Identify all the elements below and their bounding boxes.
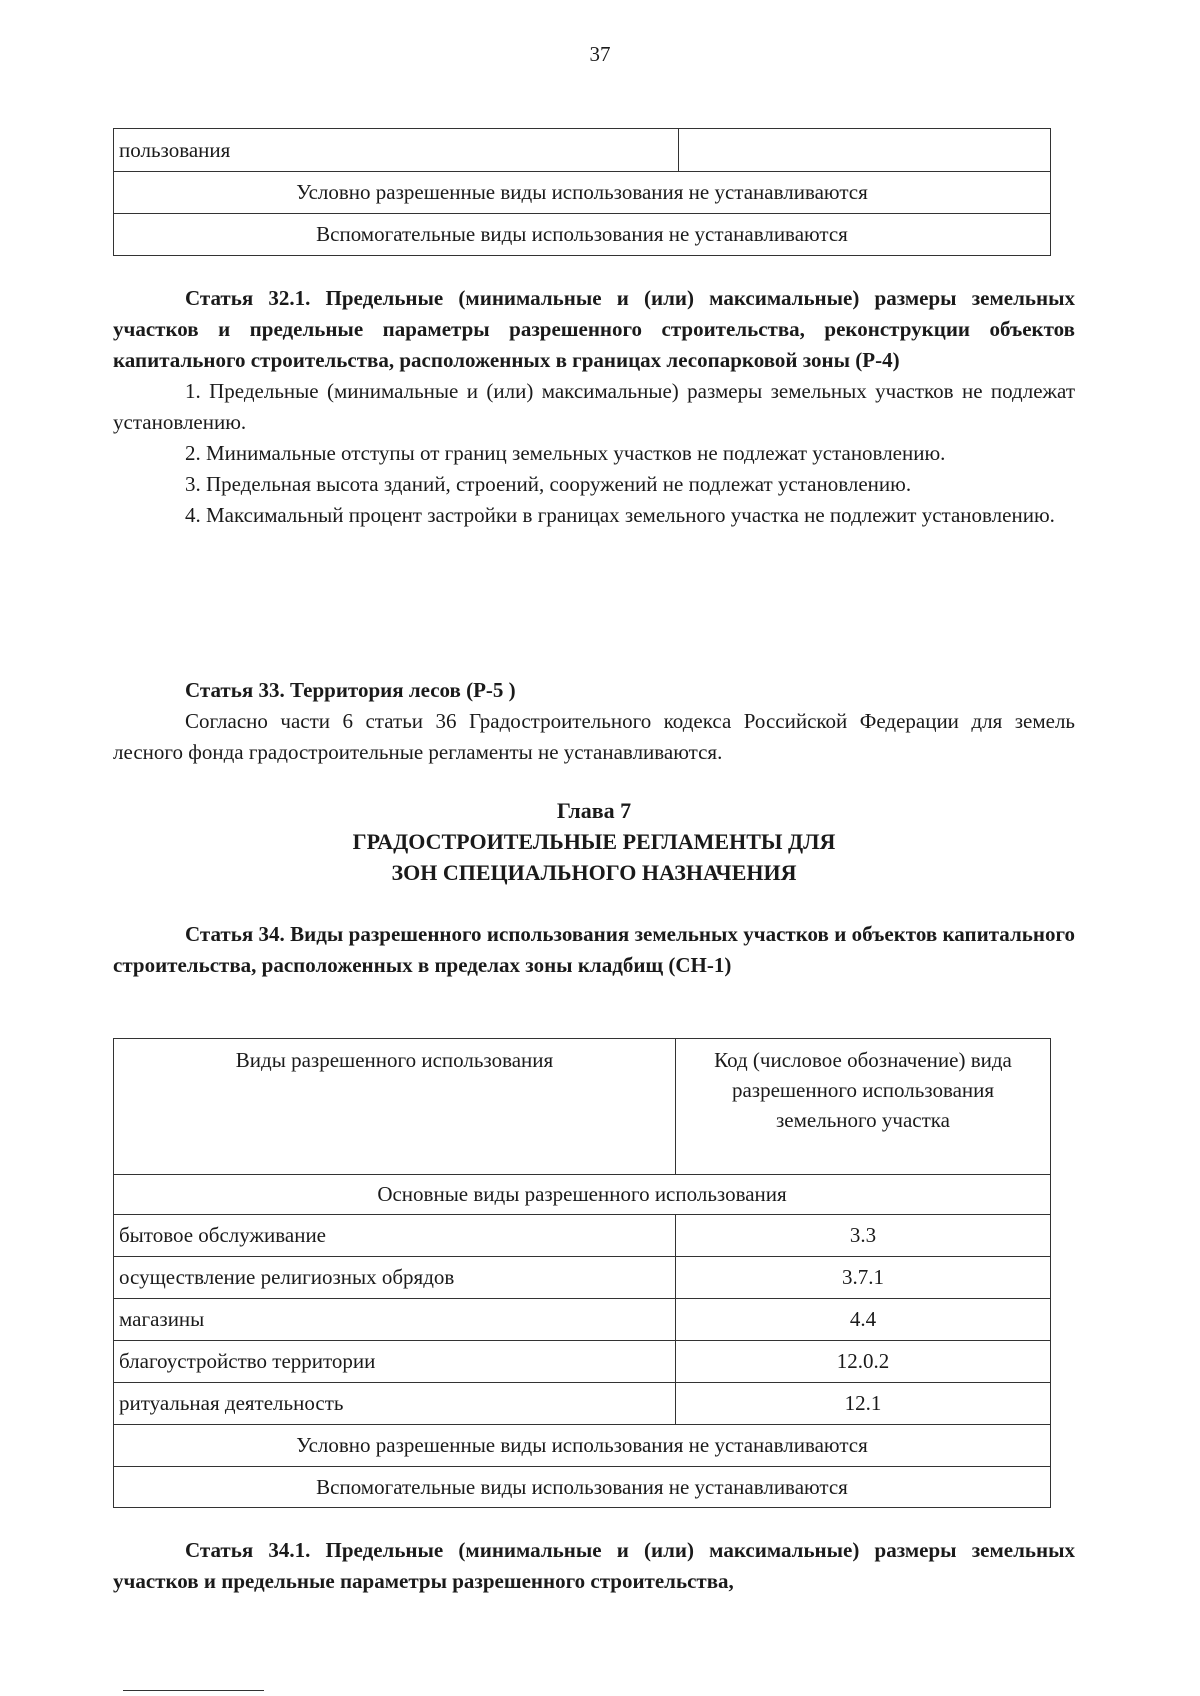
- article-title: Статья 33. Территория лесов (Р-5 ): [185, 678, 516, 702]
- article-item: 4. Максимальный процент застройки в границах земельного участка не подлежит установлению.: [185, 503, 1055, 527]
- article-text: Согласно части 6 статьи 36 Градостроительного кодекса Российской Федерации для земель лесного фонда градостроительные регламенты не устанавливаются.: [113, 709, 1075, 764]
- top-table: [113, 128, 1051, 256]
- section-row: Основные виды разрешенного использования: [114, 1175, 1051, 1215]
- article-34: [113, 919, 1075, 981]
- article-title: Статья 34. Виды разрешенного использования земельных участков и объектов капитального строительства, расположенных в пределах зоны кладбищ (СН-1): [113, 922, 1075, 977]
- table-row: [114, 1215, 1051, 1257]
- article-title: Статья 32.1. Предельные (минимальные и (или) максимальные) размеры земельных участков и предельные параметры разрешенного строительства, реконструкции объектов капитального строительства, расположенных в границах лесопарковой зоны (Р-4): [113, 286, 1075, 372]
- chapter-title: ЗОН СПЕЦИАЛЬНОГО НАЗНАЧЕНИЯ: [391, 860, 797, 885]
- page-number: 37: [589, 42, 611, 66]
- use-name: бытовое обслуживание: [114, 1215, 676, 1257]
- use-name: ритуальная деятельность: [114, 1383, 676, 1425]
- table-row: [114, 1299, 1051, 1341]
- use-code: 12.1: [676, 1383, 1051, 1425]
- article-item: 2. Минимальные отступы от границ земельных участков не подлежат установлению.: [185, 441, 946, 465]
- table-cell: [679, 129, 1051, 172]
- table-cell: пользования: [114, 129, 679, 172]
- conditional-uses-row: Условно разрешенные виды использования не устанавливаются: [114, 172, 1051, 214]
- article-title: Статья 34.1. Предельные (минимальные и (или) максимальные) размеры земельных участков и предельные параметры разрешенного строительства,: [113, 1538, 1075, 1593]
- conditional-uses-row: Условно разрешенные виды использования не устанавливаются: [114, 1425, 1051, 1467]
- article-item: 1. Предельные (минимальные и (или) максимальные) размеры земельных участков не подлежат установлению.: [113, 379, 1075, 434]
- permitted-uses-table: [113, 1038, 1051, 1508]
- chapter-heading: [113, 795, 1075, 888]
- table-row: [114, 1341, 1051, 1383]
- use-name: благоустройство территории: [114, 1341, 676, 1383]
- chapter-label: Глава 7: [556, 798, 632, 823]
- header-cell: Код (числовое обозначение) вида разрешенного использования земельного участка: [676, 1039, 1051, 1175]
- article-32-1: [113, 283, 1075, 531]
- use-code: 3.7.1: [676, 1257, 1051, 1299]
- chapter-title: ГРАДОСТРОИТЕЛЬНЫЕ РЕГЛАМЕНТЫ ДЛЯ: [352, 829, 836, 854]
- footnote-separator: [123, 1690, 264, 1691]
- article-item: 3. Предельная высота зданий, строений, сооружений не подлежат установлению.: [185, 472, 912, 496]
- auxiliary-uses-row: Вспомогательные виды использования не устанавливаются: [114, 1467, 1051, 1508]
- table-row: [114, 1257, 1051, 1299]
- use-code: 4.4: [676, 1299, 1051, 1341]
- use-name: магазины: [114, 1299, 676, 1341]
- header-cell: Виды разрешенного использования: [114, 1039, 676, 1175]
- use-code: 3.3: [676, 1215, 1051, 1257]
- article-34-1: [113, 1535, 1075, 1597]
- auxiliary-uses-row: Вспомогательные виды использования не устанавливаются: [114, 214, 1051, 256]
- table-row: [114, 1383, 1051, 1425]
- use-code: 12.0.2: [676, 1341, 1051, 1383]
- use-name: осуществление религиозных обрядов: [114, 1257, 676, 1299]
- article-33: [113, 675, 1075, 768]
